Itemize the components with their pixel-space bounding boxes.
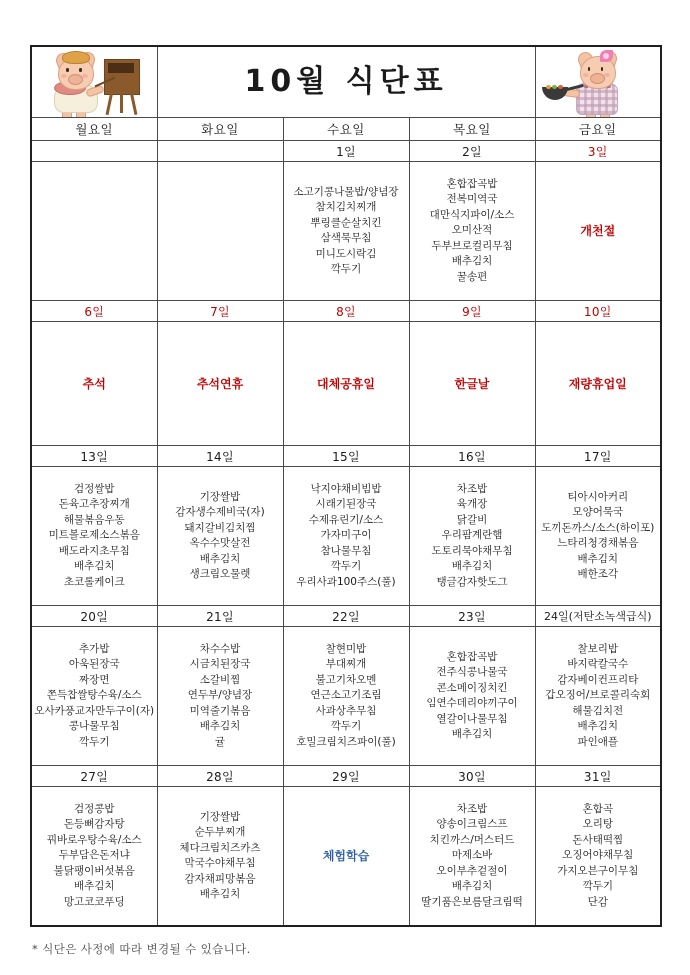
dish-item: 임연수데리야끼구이 [426, 697, 518, 709]
dish-item: 배한조각 [577, 568, 619, 580]
special-day-cell [283, 787, 409, 927]
dish-item: 느타리청경채볶음 [557, 537, 639, 549]
date-cell: 2일 [409, 141, 535, 162]
dish-list [286, 642, 407, 751]
banner-row [31, 46, 661, 118]
dish-item: 배추김치 [451, 880, 493, 893]
dish-item: 마제소바 [451, 849, 493, 862]
menu-cell [31, 627, 157, 766]
menu-cell [535, 467, 661, 606]
dish-item: 전복미역국 [446, 193, 498, 206]
date-cell: 15일 [283, 446, 409, 467]
dish-list [538, 642, 659, 751]
dish-item: 찰보리밥 [577, 642, 619, 655]
date-cell: 23일 [409, 606, 535, 627]
dish-item: 배추김치 [577, 552, 619, 565]
special-day-cell [31, 322, 157, 446]
dish-item: 닭갈비 [456, 513, 488, 526]
date-cell: 3일 [535, 141, 661, 162]
menu-cell [535, 787, 661, 927]
dish-item: 우리사과100주스(풀) [296, 575, 396, 588]
dish-item: 짜장면 [79, 673, 110, 686]
dish-item: 깍두기 [330, 263, 362, 275]
dish-item: 배추김치 [199, 720, 241, 733]
date-cell: 16일 [409, 446, 535, 467]
pig-painter-icon [32, 47, 157, 117]
menu-change-notice: * 식단은 사정에 따라 변경될 수 있습니다. [32, 942, 251, 956]
dish-item: 배추김치 [451, 728, 493, 740]
dish-item: 검정쌀밥 [73, 482, 115, 495]
date-row [31, 301, 661, 322]
dish-list [34, 642, 155, 751]
dish-item: 기장쌀밥 [199, 490, 241, 503]
dish-list [160, 642, 281, 751]
special-day-label: 추석연휴 [196, 376, 244, 391]
menu-cell [157, 627, 283, 766]
dish-item: 콘소메이징치킨 [436, 681, 508, 694]
dish-item: 호밀크림치즈파이(풀) [296, 735, 396, 748]
weekday-header-row [31, 118, 661, 141]
weekday-header-tue: 화요일 [157, 118, 283, 141]
dish-item: 배추김치 [451, 255, 493, 268]
weekday-header-wed: 수요일 [283, 118, 409, 141]
date-cell: 21일 [157, 606, 283, 627]
date-row [31, 766, 661, 787]
date-cell: 9일 [409, 301, 535, 322]
weekday-header-thu: 목요일 [409, 118, 535, 141]
menu-row [31, 162, 661, 301]
dish-item: 쫀득찹쌀탕수육/소스 [46, 689, 142, 702]
dish-item: 귤 [214, 735, 226, 748]
dish-list [538, 802, 659, 911]
dish-item: 시금치된장국 [189, 658, 251, 671]
dish-item: 양송이크림스프 [436, 818, 508, 831]
dish-item: 돼지갈비김치찜 [184, 521, 256, 534]
empty-menu-cell [31, 162, 157, 301]
dish-item: 시래기된장국 [315, 498, 377, 511]
dish-item: 가지오븐구이무침 [557, 864, 639, 877]
left-illustration-cell [31, 46, 157, 118]
dish-item: 배추김치 [451, 560, 493, 573]
date-cell: 24일(저탄소녹색급식) [535, 606, 661, 627]
dish-item: 낙지야채비빔밥 [310, 482, 382, 495]
date-cell: 30일 [409, 766, 535, 787]
menu-cell [535, 627, 661, 766]
dish-list [412, 802, 533, 911]
menu-cell [409, 467, 535, 606]
dish-item: 배추김치 [73, 880, 115, 893]
page-title: 10월 식단표 [244, 64, 448, 99]
date-cell: 20일 [31, 606, 157, 627]
dish-item: 삼색묵무침 [320, 232, 372, 244]
dish-item: 모양어묵국 [572, 506, 624, 518]
dish-item: 순두부찌개 [194, 826, 246, 838]
dish-item: 배추김치 [73, 560, 115, 573]
dish-list [160, 490, 281, 583]
dish-item: 깍두기 [79, 735, 110, 748]
dish-item: 배도라지초무침 [58, 544, 130, 557]
dish-item: 깍두기 [330, 560, 362, 573]
dish-item: 단감 [587, 895, 608, 908]
dish-item: 오미산적 [451, 224, 493, 237]
dish-item: 도토리묵야채무침 [431, 544, 513, 557]
dish-item: 미트볼로제소스볶음 [48, 529, 140, 542]
menu-row [31, 627, 661, 766]
dish-item: 탱글감자핫도그 [436, 575, 508, 588]
dish-item: 오이부추겉절이 [436, 864, 508, 877]
dish-list [412, 482, 533, 591]
dish-item: 열갈이나물무침 [436, 712, 508, 725]
dish-item: 차조밥 [456, 482, 488, 495]
date-cell: 14일 [157, 446, 283, 467]
special-day-cell [535, 162, 661, 301]
menu-row [31, 322, 661, 446]
dish-item: 불닭팽이버섯볶음 [53, 864, 135, 877]
date-row [31, 446, 661, 467]
dish-item: 두부브로컬리무침 [431, 239, 513, 252]
special-day-label: 한글날 [454, 376, 490, 391]
date-row [31, 606, 661, 627]
dish-item: 차수수밥 [199, 642, 241, 655]
dish-item: 혼합잡곡밥 [446, 650, 498, 663]
dish-item: 대만식지파이/소스 [429, 208, 515, 221]
dish-item: 부대찌개 [325, 658, 367, 671]
date-cell: 10일 [535, 301, 661, 322]
special-day-label: 추석 [82, 376, 106, 391]
dish-item: 바지락칼국수 [567, 658, 629, 671]
date-cell: 7일 [157, 301, 283, 322]
menu-table-body [31, 46, 661, 926]
dish-item: 도끼돈까스/소스(하이포) [541, 521, 655, 534]
dish-item: 사과상추무침 [315, 704, 377, 717]
dish-item: 배추김치 [199, 552, 241, 565]
menu-cell [409, 162, 535, 301]
dish-item: 오사카풍교자만두구이(자) [34, 704, 155, 717]
dish-item: 뿌링클순살치킨 [310, 216, 382, 229]
dish-item: 소갈비찜 [199, 673, 241, 686]
menu-row [31, 467, 661, 606]
dish-item: 참치김치찌개 [315, 201, 377, 213]
date-cell: 17일 [535, 446, 661, 467]
dish-item: 가자미구이 [320, 529, 372, 542]
dish-item: 파인애플 [577, 735, 619, 748]
special-day-cell [283, 322, 409, 446]
weekday-header-fri: 금요일 [535, 118, 661, 141]
dish-item: 깍두기 [330, 720, 362, 733]
dish-item: 불고기차오멘 [315, 673, 377, 686]
dish-list [538, 490, 659, 583]
menu-cell [409, 787, 535, 927]
menu-cell [157, 467, 283, 606]
menu-row [31, 787, 661, 927]
special-day-cell [535, 322, 661, 446]
date-cell: 27일 [31, 766, 157, 787]
special-day-label: 재량휴업일 [568, 376, 627, 391]
dish-item: 추가밥 [79, 642, 110, 655]
dish-item: 티아시아커리 [567, 490, 629, 503]
dish-item: 체다크림치즈카츠 [179, 841, 261, 854]
dish-item: 생크림오물렛 [189, 568, 251, 580]
dish-item: 수제유린기/소스 [308, 513, 384, 526]
dish-item: 소고기콩나물밥/양념장 [293, 185, 399, 198]
dish-item: 육개장 [456, 498, 488, 511]
dish-item: 치킨까스/머스터드 [429, 833, 515, 846]
menu-cell [283, 162, 409, 301]
dish-item: 두부담은돈저냐 [58, 849, 130, 862]
dish-item: 기장쌀밥 [199, 810, 241, 823]
dish-item: 연두부/양념장 [187, 689, 253, 702]
empty-menu-cell [157, 162, 283, 301]
dish-item: 망고코코푸딩 [63, 895, 125, 908]
dish-item: 참나물무침 [320, 544, 372, 557]
dish-item: 꿀송편 [456, 270, 488, 283]
dish-item: 깍두기 [582, 880, 613, 893]
date-cell: 29일 [283, 766, 409, 787]
menu-cell [409, 627, 535, 766]
special-day-label: 대체공휴일 [317, 376, 375, 391]
right-illustration-cell [535, 46, 661, 118]
dish-item: 옥수수맛살전 [189, 537, 251, 549]
dish-item: 우리팜계란햄 [441, 529, 503, 542]
dish-list [160, 810, 281, 903]
dish-item: 콩나물무침 [68, 720, 120, 733]
date-cell: 22일 [283, 606, 409, 627]
dish-item: 감자생수제비국(자) [175, 506, 265, 518]
special-day-label: 개천절 [580, 224, 616, 238]
dish-item: 혼합곡 [582, 802, 613, 815]
date-cell: 6일 [31, 301, 157, 322]
date-cell: 1일 [283, 141, 409, 162]
dish-item: 갑오징어/브로콜리숙회 [545, 689, 651, 702]
dish-item: 감자베이컨프리타 [557, 673, 639, 686]
menu-cell [283, 467, 409, 606]
special-day-cell [157, 322, 283, 446]
pig-chef-icon [536, 47, 661, 117]
date-cell: 31일 [535, 766, 661, 787]
dish-item: 초코롤케이크 [63, 575, 125, 588]
dish-item: 배추김치 [199, 888, 241, 900]
monthly-menu-table [30, 45, 662, 927]
dish-item: 해물볶음우동 [63, 513, 125, 526]
special-day-label: 체험학습 [322, 849, 370, 863]
date-row [31, 141, 661, 162]
dish-item: 검정콩밥 [73, 802, 115, 815]
dish-item: 차조밥 [456, 802, 488, 815]
dish-list [286, 482, 407, 591]
menu-cell [31, 467, 157, 606]
dish-item: 오리탕 [582, 818, 613, 831]
dish-item: 돈사태떡찜 [572, 833, 624, 846]
dish-item: 감자채피망볶음 [184, 872, 256, 885]
dish-item: 연근소고기조림 [310, 689, 382, 702]
dish-item: 전주식콩나물국 [436, 666, 508, 678]
dish-item: 아욱된장국 [68, 658, 120, 671]
dish-item: 오징어야채무침 [562, 849, 634, 862]
dish-item: 꿔바로우탕수육/소스 [46, 833, 142, 846]
dish-item: 미니도시락김 [315, 247, 377, 260]
weekday-header-mon: 월요일 [31, 118, 157, 141]
dish-item: 딸기품은보름달크림떡 [421, 895, 523, 908]
dish-list [412, 650, 533, 743]
dish-item: 돈등뼈감자탕 [63, 818, 125, 831]
dish-item: 혼합잡곡밥 [446, 177, 498, 190]
document-title-cell [157, 46, 535, 118]
menu-cell [31, 787, 157, 927]
special-day-cell [409, 322, 535, 446]
date-cell: 28일 [157, 766, 283, 787]
dish-list [34, 802, 155, 911]
dish-item: 해물김치전 [572, 704, 624, 717]
menu-cell [283, 627, 409, 766]
dish-item: 막국수야채무침 [184, 857, 256, 869]
dish-list [34, 482, 155, 591]
date-cell-empty [157, 141, 283, 162]
date-cell: 8일 [283, 301, 409, 322]
dish-item: 미역줄기볶음 [189, 704, 251, 717]
dish-item: 찰현미밥 [325, 642, 367, 655]
dish-item: 돈육고추장찌개 [58, 498, 130, 511]
dish-item: 배추김치 [577, 720, 619, 733]
menu-cell [157, 787, 283, 927]
dish-list [286, 185, 407, 278]
date-cell-empty [31, 141, 157, 162]
date-cell: 13일 [31, 446, 157, 467]
dish-list [412, 177, 533, 286]
